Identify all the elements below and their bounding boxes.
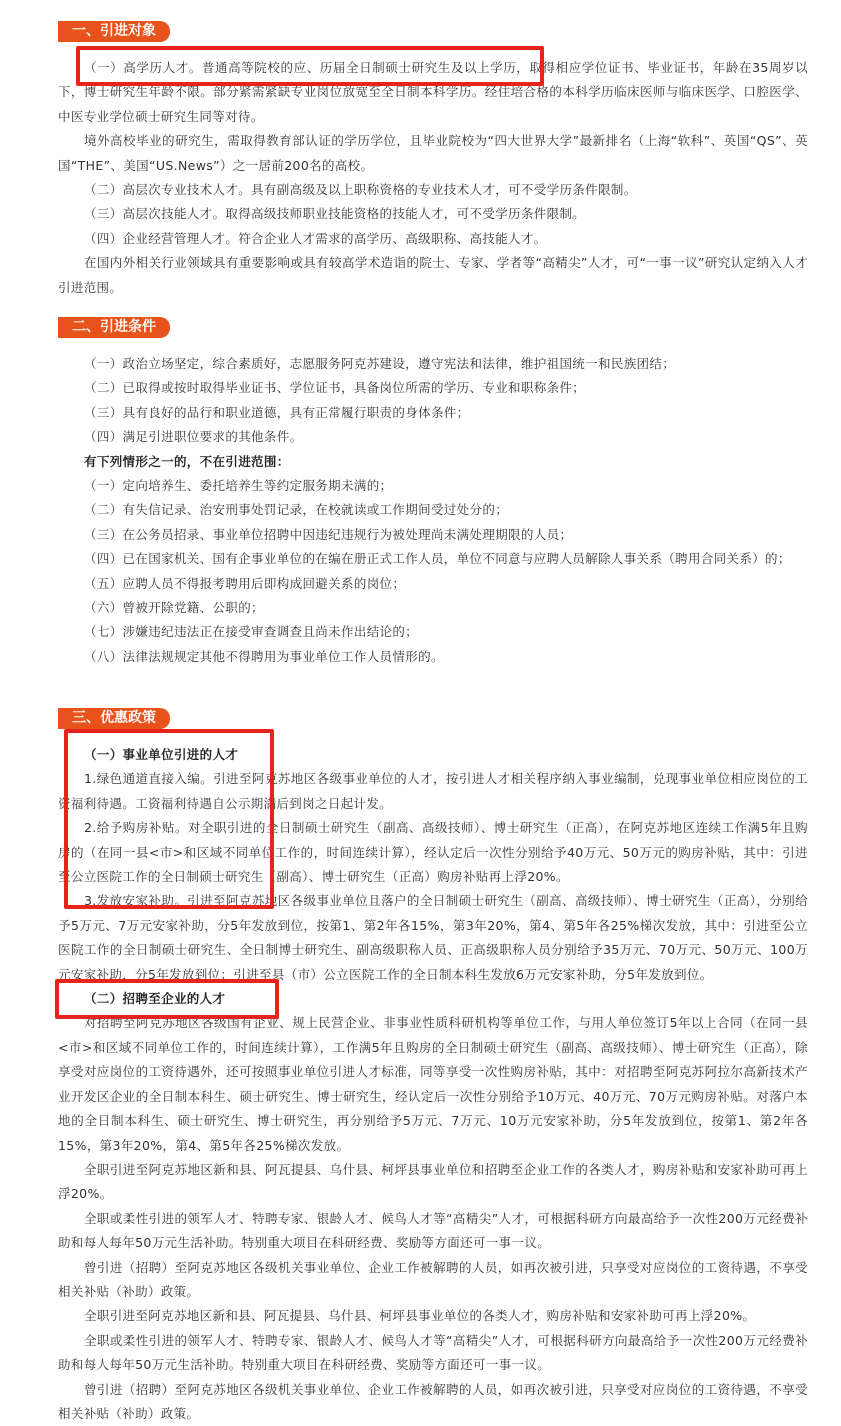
condition-item: （一）政治立场坚定，综合素质好，志愿服务阿克苏建设，遵守宪法和法律，维护祖国统一和民族团结；: [84, 356, 676, 371]
policy-item: 曾引进（招聘）至阿克苏地区各级机关事业单位、企业工作被解聘的人员，如再次被引进，只享受对应岗位的工资待遇，不享受相关补贴（补助）政策。: [58, 1259, 808, 1299]
policy-item: 1.绿色通道直接入编。引进至阿克苏地区各级事业单位的人才，按引进人才相关程序纳入事业编制，兑现事业单位相应岗位的工资福利待遇。工资福利待遇自公示期满后到岗之日起计发。: [58, 771, 808, 811]
exclusion-item: （二）有失信记录、治安刑事处罚记录，在校就读或工作期间受过处分的；: [84, 502, 509, 518]
exclusion-item: （六）曾被开除党籍、公职的；: [84, 600, 264, 616]
policy-item: 对招聘至阿克苏地区各级国有企业、规上民营企业、非事业性质科研机构等单位工作，与用人单位签订5年以上合同（在同一县<市>和区域不同单位工作的，时间连续计算），工作满5年且购房的全日制硕士研究生（副高、高级技师）、博士研究生（正高），除享受对应岗位的工资待遇外，还可按照事业单位引进人才标准，同等享受一次性购房补贴，其中：对招聘至阿克苏阿拉尔高新技术产业开发区企业的全日制本科生、硕士研究生、博士研究生，经认定后一次性分别给予10万元、40万元、70万元购房补贴。对落户本地的全日制本科生、硕士研究生、博士研究生，再分别给予5万元、7万元、10万元安家补助，分5年发放到位，按第1、第2年各15%，第3年20%，第4、第5年各25%梯次发放。: [58, 1015, 808, 1153]
condition-item: （二）已取得或按时取得毕业证书、学位证书，具备岗位所需的学历、专业和职称条件；: [84, 380, 586, 396]
subsection-2-title: （二）招聘至企业的人才: [84, 991, 226, 1007]
condition-item: （三）具有良好的品行和职业道德，具有正常履行职责的身体条件；: [84, 404, 470, 420]
subsection-1-title: （一）事业单位引进的人才: [84, 747, 239, 762]
exclusion-item: （八）法律法规规定其他不得聘用为事业单位工作人员情形的。: [84, 648, 444, 664]
paragraph: （一）高学历人才。普通高等院校的应、历届全日制硕士研究生及以上学历，取得相应学位证书、毕业证书，年龄在35周岁以下，博士研究生年龄不限。部分紧需紧缺专业岗位放宽至全日制本科学历。经住培合格的本科学历临床医师与临床医学、口腔医学、中医专业学位硕士研究生同等对待。: [58, 60, 808, 124]
section-3-header: 三、优惠政策: [58, 708, 170, 729]
policy-item: 全职或柔性引进的领军人才、特聘专家、银龄人才、候鸟人才等“高精尖”人才，可根据科研方向最高给予一次性200万元经费补助和每人每年50万元生活补助。特别重大项目在科研经费、奖励等方面还可一事一议。: [58, 1332, 808, 1373]
condition-item: （四）满足引进职位要求的其他条件。: [84, 429, 303, 445]
exclusion-item: （一）定向培养生、委托培养生等约定服务期未满的；: [84, 478, 393, 494]
policy-item: 全职或柔性引进的领军人才、特聘专家、银龄人才、候鸟人才等“高精尖”人才，可根据科研方向最高给予一次性200万元经费补助和每人每年50万元生活补助。特别重大项目在科研经费、奖励等方面还可一事一议。: [58, 1210, 808, 1251]
section-2-header: 二、引进条件: [58, 317, 170, 338]
paragraph: （四）企业经营管理人才。符合企业人才需求的高学历、高级职称、高技能人才。: [84, 230, 547, 246]
policy-item: 2.给予购房补贴。对全职引进的全日制硕士研究生（副高、高级技师）、博士研究生（正高），在阿克苏地区连续工作满5年且购房的（在同一县<市>和区域不同单位工作的，时间连续计算），经认定后一次性分别给予40万元、50万元的购房补贴，其中：引进至公立医院工作的全日制硕士研究生（副高）、博士研究生（正高）购房补贴再上浮20%。: [58, 820, 808, 885]
policy-item: 3.发放安家补助。引进至阿克苏地区各级事业单位且落户的全日制硕士研究生（副高、高级技师）、博士研究生（正高），分别给予5万元、7万元安家补助，分5年发放到位，按第1、第2年各15%，第3年20%，第4、第5年各25%梯次发放，其中：引进至公立医院工作的全日制硕士研究生、全日制博士研究生、副高级职称人员、正高级职称人员分别给予35万元、70万元、50万元、100万元安家补助，分5年发放到位；引进至县（市）公立医院工作的全日制本科生发放6万元安家补助，分5年发放到位。: [58, 893, 808, 982]
paragraph: （三）高层次技能人才。取得高级技师职业技能资格的技能人才，可不受学历条件限制。: [84, 206, 586, 222]
exclusion-item: （七）涉嫌违纪违法正在接受审查调查且尚未作出结论的；: [84, 624, 419, 640]
exclusion-item: （三）在公务员招录、事业单位招聘中因违纪违规行为被处理尚未满处理期限的人员；: [84, 526, 573, 542]
paragraph: 境外高校毕业的研究生，需取得教育部认证的学历学位，且毕业院校为“四大世界大学”最新排名（上海“软科”、英国“QS”、英国“THE”、美国“US.News”）之一居前200名的高校。: [58, 133, 808, 173]
exclusion-item: （四）已在国家机关、国有企事业单位的在编在册正式工作人员，单位不同意与应聘人员解除人事关系（聘用合同关系）的；: [84, 551, 791, 567]
policy-item: 全职引进至阿克苏地区新和县、阿瓦提县、乌什县、柯坪县事业单位的各类人才，购房补贴和安家补助可再上浮20%。: [84, 1308, 756, 1324]
policy-item: 全职引进至阿克苏地区新和县、阿瓦提县、乌什县、柯坪县事业单位和招聘至企业工作的各类人才，购房补贴和安家补助可再上浮20%。: [58, 1161, 808, 1202]
section-1-body: [58, 56, 808, 300]
section-3-body: [58, 743, 808, 1426]
exclusion-item: （五）应聘人员不得报考聘用后即构成回避关系的岗位；: [84, 575, 406, 591]
section-1-header: 一、引进对象: [58, 21, 170, 42]
paragraph: （二）高层次专业技术人才。具有副高级及以上职称资格的专业技术人才，可不受学历条件限制。: [84, 182, 637, 198]
paragraph: 在国内外相关行业领域具有重要影响或具有较高学术造诣的院士、专家、学者等“高精尖”人才，可“一事一议”研究认定纳入人才引进范围。: [58, 255, 808, 295]
exclusion-title: 有下列情形之一的，不在引进范围：: [84, 453, 290, 469]
policy-item: 曾引进（招聘）至阿克苏地区各级机关事业单位、企业工作被解聘的人员，如再次被引进，只享受对应岗位的工资待遇，不享受相关补贴（补助）政策。: [58, 1381, 808, 1421]
section-2-body: [58, 352, 808, 669]
